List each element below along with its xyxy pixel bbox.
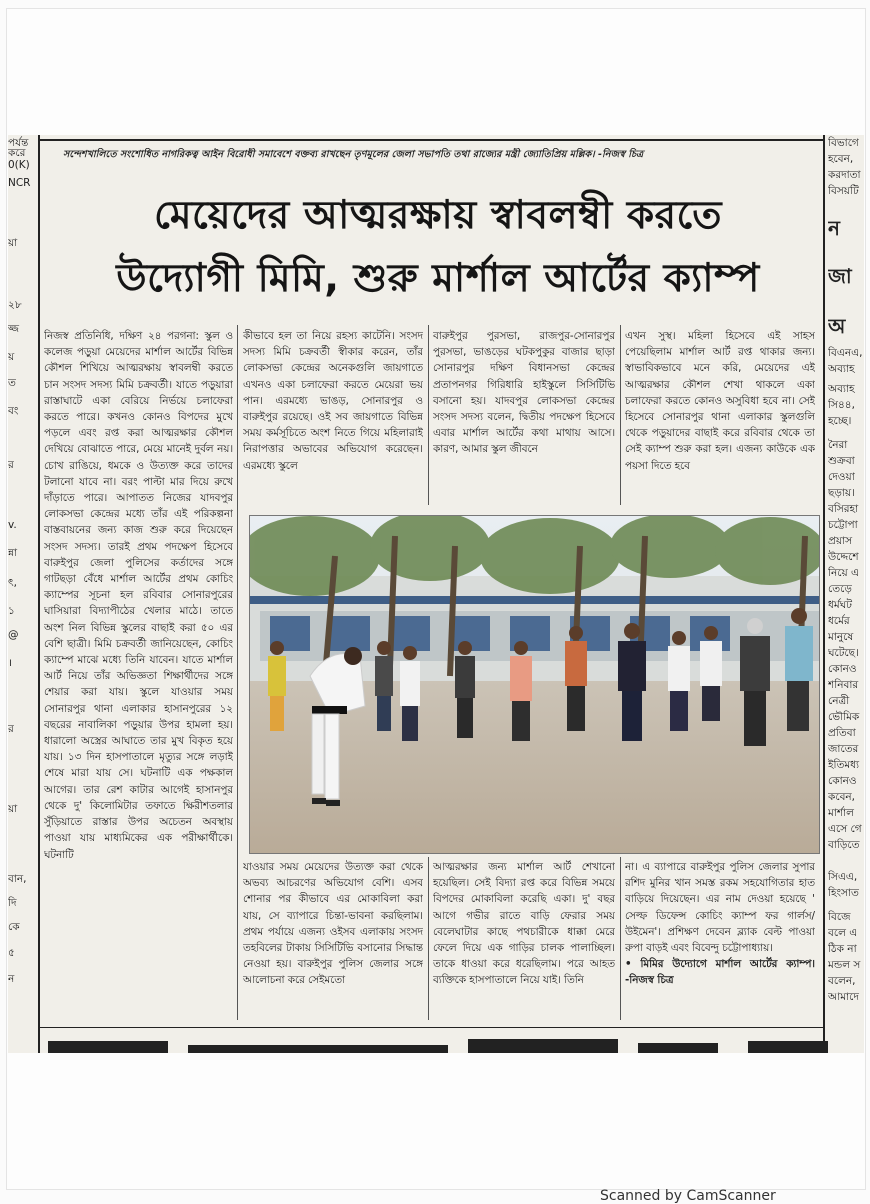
right-margin-fragment: অব্যাহ [828,363,855,375]
right-margin-fragment: কোনও [828,663,857,675]
right-margin-fragment: বিজে [828,911,851,923]
col-sep-1 [237,325,238,1020]
right-margin-fragment: অব্যাহ [828,383,855,395]
left-margin-fragment: ১ [8,605,15,617]
right-margin-fragment: আমাদে [828,991,859,1003]
left-margin-fragment: করে [8,147,26,159]
right-margin-fragment: হবেন, [828,153,854,165]
right-margin-fragment: ধর্মঘট [828,599,852,611]
right-margin-fragment: ভৌমিক [828,711,860,723]
right-margin-fragment: শুক্রবা [828,455,855,467]
next-headline-clipped [48,1033,838,1053]
col-sep-5 [620,857,621,1020]
right-margin-fragment: বিএনএ, [828,347,863,359]
right-margin-fragment: কবেন, [828,791,856,803]
column-2-bottom-text: যাওয়ার সময় মেয়েদের উত্যক্ত করা থেকে অভব্য আচরণের অভিযোগ বেশি। এসব শোনার পর কীভাবে এর মোকাবিলা করা যায়, সে ব্যাপারে চিন্তা-ভাবনা করছিলাম। প্রথম পর্যায়ে এজন্য ওইসব এলাকায় সংসদ তহবিলের টাকায় সিসিটিভি বসানোর সিদ্ধান্ত নেওয়া হয়। বারুইপুর পুলিস জেলার সঙ্গে আলোচনা করে সেইমতো [243,861,423,987]
right-margin-fragment: হচ্ছে। [828,415,852,427]
right-margin-fragment: এসে গে [828,823,862,835]
article-column-4-top [625,328,815,506]
right-margin-fragment: হিংসাত [828,887,859,899]
column-4-top-text: এখন সুস্থ। মহিলা হিসেবে এই সাহস পেয়েছিলাম মার্শাল আর্ট রপ্ত থাকার জন্য। স্বাভাবিকভাবে মনে করি, মেয়েদের এই আত্মরক্ষার কৌশল শেখা থাকলে একা চলাফেরা করতে কোনও অসুবিধা হবে না। সেই হিসেবে সোনারপুর থানা এলাকার স্কুলগুলি থেকে পড়ুয়াদের বাছাই করে রবিবার থেকে তা সেই ক্যাম্প শুরু করা হল। এজন্য কাউকে এক পয়সা দিতে হবে [625,330,815,472]
right-margin-fragment: সি৪৪, [828,399,855,411]
article-column-3-top [433,328,615,506]
left-margin-fragment: র [8,459,14,471]
left-margin-fragment: য়া [8,237,18,249]
column-3-bottom-text: আত্মরক্ষার জন্য মার্শাল আর্ট শেখানো হয়েছিল। সেই বিদ্যা রপ্ত করে বিভিন্ন সময়ে বিপদের মোকাবিলা করেছি একা। দু' বছর আগে গভীর রাতে বাড়ি ফেরার সময় বেলেঘাটার কাছে পথচারীকে ধাক্কা মেরে ফেলে দিয়ে এক গাড়ির চালক পালাচ্ছিল। তাকে ধাওয়া করে ধরেছিলাম। পরে আহত ব্যক্তিকে হাসপাতালে নিয়ে যাই। তিনি [433,861,615,987]
right-margin-fragment: মন্ডল স [828,959,861,971]
left-margin-fragment: @ [8,629,19,641]
right-margin-fragment: ন [828,216,840,240]
right-margin-fragment: দেওয়া [828,471,855,483]
left-margin-fragment: য় [8,351,15,363]
right-margin-fragment: প্রতিবা [828,727,856,739]
article-column-1 [44,328,233,1018]
left-margin-fragment: বান, [8,873,27,885]
right-margin-fragment: চট্টোপা [828,519,858,531]
right-margin-fragment: বলেন, [828,975,856,987]
column-3-top-text: বারুইপুর পুরসভা, রাজপুর-সোনারপুর পুরসভা, ভাঙড়ের ঘটকপুকুর বাজার ছাড়া সোনারপুর দক্ষিণ বিধানসভা কেন্দ্রের প্রতাপনগর গিরিধারি হাইস্কুলে সিসিটিভি বসানো হয়। যাদবপুর লোকসভা কেন্দ্রের সংসদ সদস্য বলেন, দ্বিতীয় পদক্ষেপ হিসেবে এবার মার্শাল আর্টের কথা মাথায় আসে। কারণ, আমার স্কুল জীবনে [433,330,615,456]
right-margin-fragment: মার্শাল [828,807,854,819]
bottom-rule [38,1027,825,1028]
right-margin-fragment: প্রয়াস [828,535,853,547]
article-column-4-bottom [625,859,815,1019]
left-margin-fragment: বং [8,405,19,417]
column-4-bottom-text: না। এ ব্যাপারে বারুইপুর পুলিস জেলার সুপার রশিদ মুনির খান সমস্ত রকম সহযোগিতার হাত বাড়িয়ে দিয়েছেন। এর নাম দেওয়া হয়েছে ' সেল্ফ ডিফেন্স কোচিং ক্যাম্প ফর গার্লস/ উইমেন'। প্রশিক্ষণ দেবেন ব্ল্যাক বেল্ট পাওয়া রুপা বাড়ই এবং বিবেন্দু চট্টোপাধ্যায়। [625,861,815,955]
left-column-rule [38,135,40,1053]
right-margin-fragment: নেত্রী [828,695,850,707]
left-margin-fragment: ন [8,973,15,985]
left-margin-fragment: ৎ, [8,577,17,589]
left-margin-fragment: দি [8,897,17,909]
newspaper-clipping [8,135,864,1053]
right-margin-fragment: ধর্মের [828,615,850,627]
right-margin-fragment: বাড়িতে [828,839,860,851]
top-rule [38,139,825,141]
left-margin-fragment: য়া [8,803,18,815]
column-4-photo-caption: • মিমির উদ্যোগে মার্শাল আর্টের ক্যাম্প। -নিজস্ব চিত্র [625,958,815,987]
headline-line-1: মেয়েদের আত্মরক্ষায় স্বাবলম্বী করতে [154,193,722,238]
right-margin-fragment: ছড়ায়। [828,487,855,499]
column-1-text: নিজস্ব প্রতিনিধি, দক্ষিণ ২৪ পরগনা: স্কুল ও কলেজ পড়ুয়া মেয়েদের মার্শাল আর্টের বিভিন্ন কৌশল শিখিয়ে আত্মরক্ষায় স্বাবলম্বী করতে চান সংসদ সদস্য মিমি চক্রবর্তী। যাতে পড়ুয়ারা রাস্তাঘাটে একা বেরিয়ে নির্ভয়ে চলাফেরা করতে পারে। কখনও কোনও বিপদের মুখে পড়লে এবং রপ্ত করা আত্মরক্ষার কৌশল দেখিয়ে বোঝাতে পারে, মেয়ে মানেই দুর্বল নয়। চোখ রাঙিয়ে, ধমকে ও উত্যক্ত করে তাদের টলানো যাবে না। বরং পাল্টা মার দিয়ে রুখে দাঁড়াতে পারে। আপাতত নিজের যাদবপুর লোকসভা কেন্দ্রের মধ্যে তাঁর এই পরিকল্পনা বাস্তবায়নের জন্য কাজ শুরু করে দিয়েছেন সংসদ সদস্য। তারই প্রথম পদক্ষেপ হিসেবে বারুইপুর জেলা পুলিসের কর্তাদের সঙ্গে গাটছড়া বেঁধে মার্শাল আর্টের প্রথম কোচিং ক্যাম্পের সূচনা হল রবিবার সোনারপুরের ঘাসিয়ারা বিদ্যাপীঠের খেলার মাঠে। তাতে অংশ নিল বিভিন্ন স্কুলের বাছাই করা ৫০ এর বেশি ছাত্রী। মিমি চক্রবর্তী জানিয়েছেন, কোচিং ক্যাম্পে মাঝে মধ্যে তিনি যাবেন। যাতে মার্শাল আর্ট নিয়ে তাঁর অভিজ্ঞতা শিক্ষার্থীদের সঙ্গে শেয়ার করা যায়। স্কুলে যাওয়ার সময় সোনারপুর থানা এলাকার হাসানপুরের ১২ বছরের নাবালিকা পড়ুয়ার উপর হামলা হয়। ধারালো অস্ত্রের আঘাতে তার মুখ বিকৃত হয়ে যায়। ১৩ দিন হাসপাতালে মৃত্যুর সঙ্গে লড়াই শেষে মারা যায় সে। ঘটনাটি এক পক্ষকাল আগের। তার রেশ কাটার আগেই হাসানপুর থেকে দু' কিলোমিটার তফাতে ক্ষিরীশতলার সুঁড়িয়াতে রাস্তার উপর অচেতন অবস্থায় পাওয়া যায় মাধ্যমিকের এক পরীক্ষার্থীকে। ঘটনাটি [44,330,233,861]
right-margin-fragment: ঠিক না [828,943,857,955]
left-margin-fragment: জ্জ [8,323,20,335]
col-sep-4 [428,857,429,1020]
col-sep-2 [428,325,429,505]
scanner-watermark: Scanned by CamScanner [600,1188,776,1204]
headline-line-2: উদ্যোগী মিমি, শুরু মার্শাল আর্টের ক্যাম্প [116,256,760,301]
right-column-rule [823,135,825,1053]
column-2-top-text: কীভাবে হল তা নিয়ে রহস্য কাটেনি। সংসদ সদস্য মিমি চক্রবর্তী স্বীকার করেন, তাঁর লোকসভা কেন্দ্রের অনেকগুলি জায়গাতে এখনও একা চলাফেরা করতে মেয়েরা ভয় পান। এরমধ্যে ভাঙড়, সোনারপুর ও বারুইপুর রয়েছে। ওই সব জায়গাতে বিভিন্ন সময় কর্মসূচিতে অংশ নিতে গিয়ে মহিলারাই নিরাপত্তার অভাবের অভিযোগ করেছেন। এরমধ্যে স্কুলে [243,330,423,472]
right-margin-fragment: অ [828,314,846,338]
right-margin-fragment: বিভাগে [828,137,859,149]
left-margin-fragment: । [8,657,12,669]
left-margin-fragment: ত [8,377,16,389]
right-margin-fragment: তেড়ে [828,583,852,595]
right-margin-fragment: নৈরা [828,439,848,451]
right-margin-fragment: উদ্দেশে [828,551,859,563]
left-margin-fragment: ন্না [8,547,18,559]
right-margin-fragment: শনিবার [828,679,859,691]
right-margin-fragment: নিয়ে এ [828,567,860,579]
right-margin-fragment: কোনও [828,775,857,787]
right-margin-fragment: করদাতা [828,169,861,181]
right-margin-fragment: বিসয়টি [828,185,859,197]
left-margin-fragment: v. [8,519,17,531]
right-margin-fragment: ঘটেছে। [828,647,859,659]
right-margin-fragment: সিএএ, [828,871,858,883]
right-margin-fragment: মানুষে [828,631,854,643]
left-margin-fragment: কে [8,921,20,933]
col-sep-3 [620,325,621,505]
right-margin-fragment: ইতিমধ্য [828,759,860,771]
article-column-3-bottom [433,859,615,1019]
left-margin-fragment: পর্যন্ত [8,137,29,149]
right-margin-fragment: বলে এ [828,927,858,939]
right-margin-fragment: জাতের [828,743,859,755]
right-margin-fragment: জা [828,264,852,288]
left-margin-fragment: ২৮ [8,299,22,311]
martial-arts-camp-photo [249,515,820,854]
left-margin-fragment: ৫ [8,947,15,959]
left-margin-fragment: র [8,723,14,735]
article-column-2-top [243,328,423,506]
left-margin-fragment: 0(K) [8,159,30,171]
top-photo-caption: সন্দেশখালিতে সংশোধিত নাগরিকত্ব আইন বিরোধী সমাবেশে বক্তব্য রাখছেন তৃণমূলের জেলা সভাপতি তথা রাজ্যের মন্ত্রী জ্যোতিপ্রিয় মল্লিক। -নিজস্ব চিত্র [63,149,644,160]
article-column-2-bottom [243,859,423,1019]
left-margin-fragment: NCR [8,177,31,189]
right-margin-fragment: বসিরহা [828,503,859,515]
